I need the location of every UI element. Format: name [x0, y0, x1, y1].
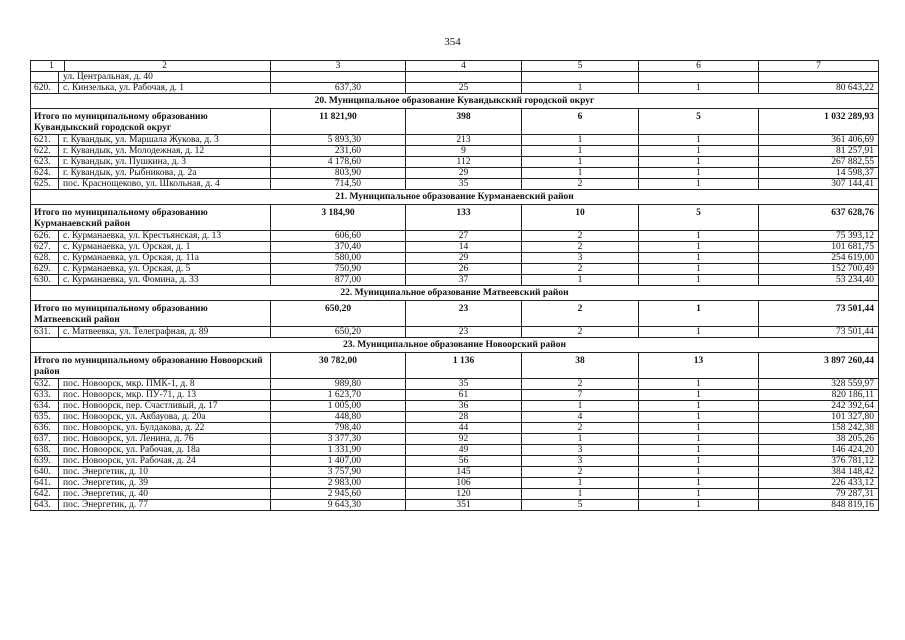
col6-cell: 1	[639, 379, 759, 390]
row-number: 633.	[31, 390, 59, 400]
address-cell	[31, 275, 271, 286]
address-cell	[31, 135, 271, 146]
residents-cell: 145	[406, 467, 522, 478]
address-text: пос. Энергетик, д. 77	[63, 500, 149, 510]
area-cell: 3 757,90	[271, 467, 406, 478]
address-cell	[31, 264, 271, 275]
total-col6: 13	[639, 353, 759, 379]
total-amount: 73 501,44	[759, 301, 879, 327]
address-cell	[31, 478, 271, 489]
address-cell	[31, 179, 271, 190]
residents-cell: 44	[406, 423, 522, 434]
table-row	[31, 157, 879, 168]
table-row	[31, 146, 879, 157]
residents-cell: 26	[406, 264, 522, 275]
address-cell	[31, 253, 271, 264]
row-number: 622.	[31, 146, 59, 156]
address-cell	[31, 146, 271, 157]
area-cell: 2 983,00	[271, 478, 406, 489]
total-residents: 133	[406, 205, 522, 231]
amount-cell: 152 700,49	[759, 264, 879, 275]
address-cell	[31, 231, 271, 242]
section-title: 23. Муниципальное образование Новоорский район	[31, 338, 879, 353]
total-area: 650,20	[271, 301, 406, 327]
col6-cell: 1	[639, 83, 759, 94]
col6-cell: 1	[639, 253, 759, 264]
address-text: ул. Центральная, д. 40	[63, 72, 153, 82]
area-cell: 231,60	[271, 146, 406, 157]
address-cell	[31, 72, 271, 83]
area-cell: 637,30	[271, 83, 406, 94]
row-number	[31, 72, 59, 82]
residents-cell: 36	[406, 401, 522, 412]
address-cell	[31, 157, 271, 168]
address-cell	[31, 401, 271, 412]
residents-cell: 9	[406, 146, 522, 157]
address-cell	[31, 434, 271, 445]
amount-cell: 226 433,12	[759, 478, 879, 489]
row-number: 635.	[31, 412, 59, 422]
amount-cell: 254 619,00	[759, 253, 879, 264]
col6-cell: 1	[639, 146, 759, 157]
col6-cell: 1	[639, 412, 759, 423]
residents-cell: 23	[406, 327, 522, 338]
table-row	[31, 83, 879, 94]
amount-cell: 101 327,80	[759, 412, 879, 423]
col6-cell: 1	[639, 434, 759, 445]
area-cell: 1 623,70	[271, 390, 406, 401]
amount-cell: 38 205,26	[759, 434, 879, 445]
col6-cell: 1	[639, 500, 759, 511]
total-amount: 637 628,76	[759, 205, 879, 231]
row-number: 624.	[31, 168, 59, 178]
col6-cell: 1	[639, 275, 759, 286]
total-residents: 1 136	[406, 353, 522, 379]
col5-cell: 3	[522, 253, 639, 264]
table-row	[31, 423, 879, 434]
col6-cell: 1	[639, 467, 759, 478]
table-row	[31, 379, 879, 390]
area-cell: 803,90	[271, 168, 406, 179]
address-text: пос. Новоорск, ул. Рабочая, д. 24	[63, 456, 196, 466]
address-cell	[31, 412, 271, 423]
amount-cell: 242 392,64	[759, 401, 879, 412]
amount-cell: 384 148,42	[759, 467, 879, 478]
col6-cell: 1	[639, 327, 759, 338]
col5-cell: 1	[522, 478, 639, 489]
total-label: Итого по муниципальному образованию Курманаевский район	[31, 205, 271, 231]
address-cell	[31, 445, 271, 456]
area-cell: 448,80	[271, 412, 406, 423]
address-text: пос. Краснощеково, ул. Школьная, д. 4	[63, 179, 220, 189]
address-cell	[31, 390, 271, 401]
section-header-row	[31, 94, 879, 109]
total-col5: 6	[522, 109, 639, 135]
row-number: 637.	[31, 434, 59, 444]
residents-cell: 92	[406, 434, 522, 445]
col5-cell: 5	[522, 500, 639, 511]
amount-cell: 848 819,16	[759, 500, 879, 511]
housing-table	[30, 60, 879, 511]
area-cell: 3 377,30	[271, 434, 406, 445]
address-cell	[31, 242, 271, 253]
total-residents: 23	[406, 301, 522, 327]
area-cell: 4 178,60	[271, 157, 406, 168]
col5-cell: 2	[522, 179, 639, 190]
address-cell	[31, 327, 271, 338]
address-cell	[31, 489, 271, 500]
row-number: 640.	[31, 467, 59, 477]
address-text: с. Курманаевка, ул. Орская, д. 1	[63, 242, 191, 252]
col6-cell: 1	[639, 179, 759, 190]
value-cell-5	[522, 72, 639, 83]
section-header-row	[31, 338, 879, 353]
area-cell: 5 893,30	[271, 135, 406, 146]
col5-cell: 2	[522, 423, 639, 434]
amount-cell: 75 393,12	[759, 231, 879, 242]
residents-cell: 120	[406, 489, 522, 500]
col5-cell: 1	[522, 275, 639, 286]
area-cell: 989,80	[271, 379, 406, 390]
address-text: с. Курманаевка, ул. Орская, д. 11а	[63, 253, 199, 263]
table-row	[31, 275, 879, 286]
residents-cell: 25	[406, 83, 522, 94]
total-col5: 10	[522, 205, 639, 231]
value-cell-3	[271, 72, 406, 83]
col5-cell: 1	[522, 83, 639, 94]
address-text: пос. Энергетик, д. 40	[63, 489, 149, 499]
table-row	[31, 264, 879, 275]
row-number: 630.	[31, 275, 59, 285]
amount-cell: 376 781,12	[759, 456, 879, 467]
header-cell-2: 2	[162, 61, 167, 71]
table-row	[31, 445, 879, 456]
col5-cell: 1	[522, 168, 639, 179]
area-cell: 650,20	[271, 327, 406, 338]
table-row	[31, 179, 879, 190]
table-row	[31, 478, 879, 489]
total-area: 3 184,90	[271, 205, 406, 231]
address-text: г. Кувандык, ул. Маршала Жукова, д. 3	[63, 135, 219, 145]
total-col6: 5	[639, 109, 759, 135]
address-cell	[31, 467, 271, 478]
col6-cell: 1	[639, 456, 759, 467]
table-body	[31, 61, 879, 511]
row-number: 632.	[31, 379, 59, 389]
address-text: г. Кувандык, ул. Молодежная, д. 12	[63, 146, 205, 156]
table-row	[31, 135, 879, 146]
address-text: пос. Новоорск, ул. Булдакова, д. 22	[63, 423, 205, 433]
residents-cell: 35	[406, 379, 522, 390]
residents-cell: 29	[406, 168, 522, 179]
amount-cell: 820 186,11	[759, 390, 879, 401]
section-title: 21. Муниципальное образование Курманаевский район	[31, 190, 879, 205]
table-row	[31, 467, 879, 478]
table-row	[31, 412, 879, 423]
area-cell: 370,40	[271, 242, 406, 253]
area-cell: 877,00	[271, 275, 406, 286]
total-label: Итого по муниципальному образованию Матвеевский район	[31, 301, 271, 327]
page-number: 354	[444, 36, 461, 48]
table-row	[31, 500, 879, 511]
total-row	[31, 109, 879, 135]
area-cell: 750,90	[271, 264, 406, 275]
header-cell-6: 6	[639, 61, 759, 72]
table-row	[31, 168, 879, 179]
area-cell: 9 643,30	[271, 500, 406, 511]
col5-cell: 1	[522, 146, 639, 157]
address-text: с. Курманаевка, ул. Фомина, д. 33	[63, 275, 199, 285]
address-cell	[31, 379, 271, 390]
address-text: пос. Новоорск, мкр. ПУ-71, д. 13	[63, 390, 197, 400]
amount-cell: 73 501,44	[759, 327, 879, 338]
col5-cell: 2	[522, 231, 639, 242]
residents-cell: 61	[406, 390, 522, 401]
col5-cell: 7	[522, 390, 639, 401]
address-cell	[31, 500, 271, 511]
area-cell: 714,50	[271, 179, 406, 190]
section-title: 20. Муниципальное образование Кувандыкский городской округ	[31, 94, 879, 109]
col5-cell: 2	[522, 327, 639, 338]
area-cell: 1 005,00	[271, 401, 406, 412]
col6-cell: 1	[639, 231, 759, 242]
col6-cell: 1	[639, 401, 759, 412]
column-header-row	[31, 61, 879, 72]
header-cell-5: 5	[522, 61, 639, 72]
total-row	[31, 301, 879, 327]
row-number: 625.	[31, 179, 59, 189]
col6-cell: 1	[639, 264, 759, 275]
row-number: 643.	[31, 500, 59, 510]
address-text: с. Кинзелька, ул. Рабочая, д. 1	[63, 83, 185, 93]
row-number: 628.	[31, 253, 59, 263]
col5-cell: 1	[522, 401, 639, 412]
amount-cell: 53 234,40	[759, 275, 879, 286]
amount-cell: 328 559,97	[759, 379, 879, 390]
address-cell	[31, 83, 271, 94]
total-label: Итого по муниципальному образованию Новоорский район	[31, 353, 271, 379]
address-text: с. Курманаевка, ул. Крестьянская, д. 13	[63, 231, 222, 241]
row-number: 620.	[31, 83, 59, 93]
address-text: пос. Новоорск, ул. Рабочая, д. 18а	[63, 445, 200, 455]
total-col5: 2	[522, 301, 639, 327]
total-area: 30 782,00	[271, 353, 406, 379]
row-number: 626.	[31, 231, 59, 241]
residents-cell: 112	[406, 157, 522, 168]
residents-cell: 106	[406, 478, 522, 489]
col5-cell: 3	[522, 445, 639, 456]
table-row	[31, 327, 879, 338]
col5-cell: 2	[522, 467, 639, 478]
residents-cell: 37	[406, 275, 522, 286]
total-residents: 398	[406, 109, 522, 135]
row-number: 634.	[31, 401, 59, 411]
area-cell: 606,60	[271, 231, 406, 242]
row-number: 638.	[31, 445, 59, 455]
section-header-row	[31, 286, 879, 301]
section-header-row	[31, 190, 879, 205]
row-number: 639.	[31, 456, 59, 466]
area-cell: 1 407,00	[271, 456, 406, 467]
col5-cell: 1	[522, 135, 639, 146]
table-row	[31, 253, 879, 264]
amount-cell: 361 406,69	[759, 135, 879, 146]
total-amount: 3 897 260,44	[759, 353, 879, 379]
amount-cell: 267 882,55	[759, 157, 879, 168]
amount-cell: 81 257,91	[759, 146, 879, 157]
amount-cell: 146 424,20	[759, 445, 879, 456]
table-row	[31, 401, 879, 412]
row-number: 636.	[31, 423, 59, 433]
amount-cell: 14 598,37	[759, 168, 879, 179]
col5-cell: 1	[522, 434, 639, 445]
address-text: г. Кувандык, ул. Пушкина, д. 3	[63, 157, 187, 167]
address-text: пос. Новоорск, ул. Ленина, д. 76	[63, 434, 194, 444]
col6-cell: 1	[639, 445, 759, 456]
address-text: с. Матвеевка, ул. Телеграфная, д. 89	[63, 327, 209, 337]
col5-cell: 4	[522, 412, 639, 423]
value-cell-7	[759, 72, 879, 83]
row-number: 641.	[31, 478, 59, 488]
row-number: 623.	[31, 157, 59, 167]
amount-cell: 80 643,22	[759, 83, 879, 94]
address-cell	[31, 423, 271, 434]
residents-cell: 351	[406, 500, 522, 511]
col6-cell: 1	[639, 242, 759, 253]
area-cell: 580,00	[271, 253, 406, 264]
table-row	[31, 489, 879, 500]
col6-cell: 1	[639, 157, 759, 168]
address-text: г. Кувандык, ул. Рыбникова, д. 2а	[63, 168, 197, 178]
table-row	[31, 242, 879, 253]
row-number: 631.	[31, 327, 59, 337]
address-text: пос. Новоорск, ул. Акбауова, д. 20а	[63, 412, 206, 422]
total-col6: 5	[639, 205, 759, 231]
amount-cell: 79 287,31	[759, 489, 879, 500]
table-row	[31, 390, 879, 401]
amount-cell: 307 144,41	[759, 179, 879, 190]
table-row	[31, 456, 879, 467]
col6-cell: 1	[639, 423, 759, 434]
table-row	[31, 434, 879, 445]
row-number: 627.	[31, 242, 59, 252]
value-cell-6	[639, 72, 759, 83]
address-text: пос. Энергетик, д. 10	[63, 467, 149, 477]
residents-cell: 49	[406, 445, 522, 456]
amount-cell: 158 242,38	[759, 423, 879, 434]
value-cell-4	[406, 72, 522, 83]
row-number: 629.	[31, 264, 59, 274]
address-text: пос. Новоорск, мкр. ПМК-1, д. 8	[63, 379, 195, 389]
address-text: пос. Энергетик, д. 39	[63, 478, 149, 488]
row-number: 621.	[31, 135, 59, 145]
residents-cell: 29	[406, 253, 522, 264]
amount-cell: 101 681,75	[759, 242, 879, 253]
residents-cell: 27	[406, 231, 522, 242]
residents-cell: 213	[406, 135, 522, 146]
residents-cell: 35	[406, 179, 522, 190]
residents-cell: 56	[406, 456, 522, 467]
total-label: Итого по муниципальному образованию Кувандыкский городской округ	[31, 109, 271, 135]
col6-cell: 1	[639, 489, 759, 500]
area-cell: 798,40	[271, 423, 406, 434]
table-row	[31, 231, 879, 242]
section-title: 22. Муниципальное образование Матвеевский район	[31, 286, 879, 301]
col5-cell: 2	[522, 242, 639, 253]
header-cell-3: 3	[271, 61, 406, 72]
residents-cell: 28	[406, 412, 522, 423]
area-cell: 1 331,90	[271, 445, 406, 456]
header-cell-1: 1	[37, 61, 65, 71]
address-text: пос. Новоорск, пер. Счастливый, д. 17	[63, 401, 218, 411]
col5-cell: 2	[522, 264, 639, 275]
address-cell	[31, 168, 271, 179]
col5-cell: 2	[522, 379, 639, 390]
address-text: с. Курманаевка, ул. Орская, д. 5	[63, 264, 191, 274]
col6-cell: 1	[639, 478, 759, 489]
col6-cell: 1	[639, 168, 759, 179]
col5-cell: 1	[522, 489, 639, 500]
row-number: 642.	[31, 489, 59, 499]
total-col6: 1	[639, 301, 759, 327]
total-row	[31, 353, 879, 379]
area-cell: 2 945,60	[271, 489, 406, 500]
header-cell-7: 7	[759, 61, 879, 72]
col5-cell: 3	[522, 456, 639, 467]
col6-cell: 1	[639, 135, 759, 146]
address-cell	[31, 456, 271, 467]
total-row	[31, 205, 879, 231]
total-amount: 1 032 289,93	[759, 109, 879, 135]
residents-cell: 14	[406, 242, 522, 253]
header-cell-1-2	[31, 61, 271, 72]
continuation-row	[31, 72, 879, 83]
total-area: 11 821,90	[271, 109, 406, 135]
total-col5: 38	[522, 353, 639, 379]
col6-cell: 1	[639, 390, 759, 401]
header-cell-4: 4	[406, 61, 522, 72]
col5-cell: 1	[522, 157, 639, 168]
